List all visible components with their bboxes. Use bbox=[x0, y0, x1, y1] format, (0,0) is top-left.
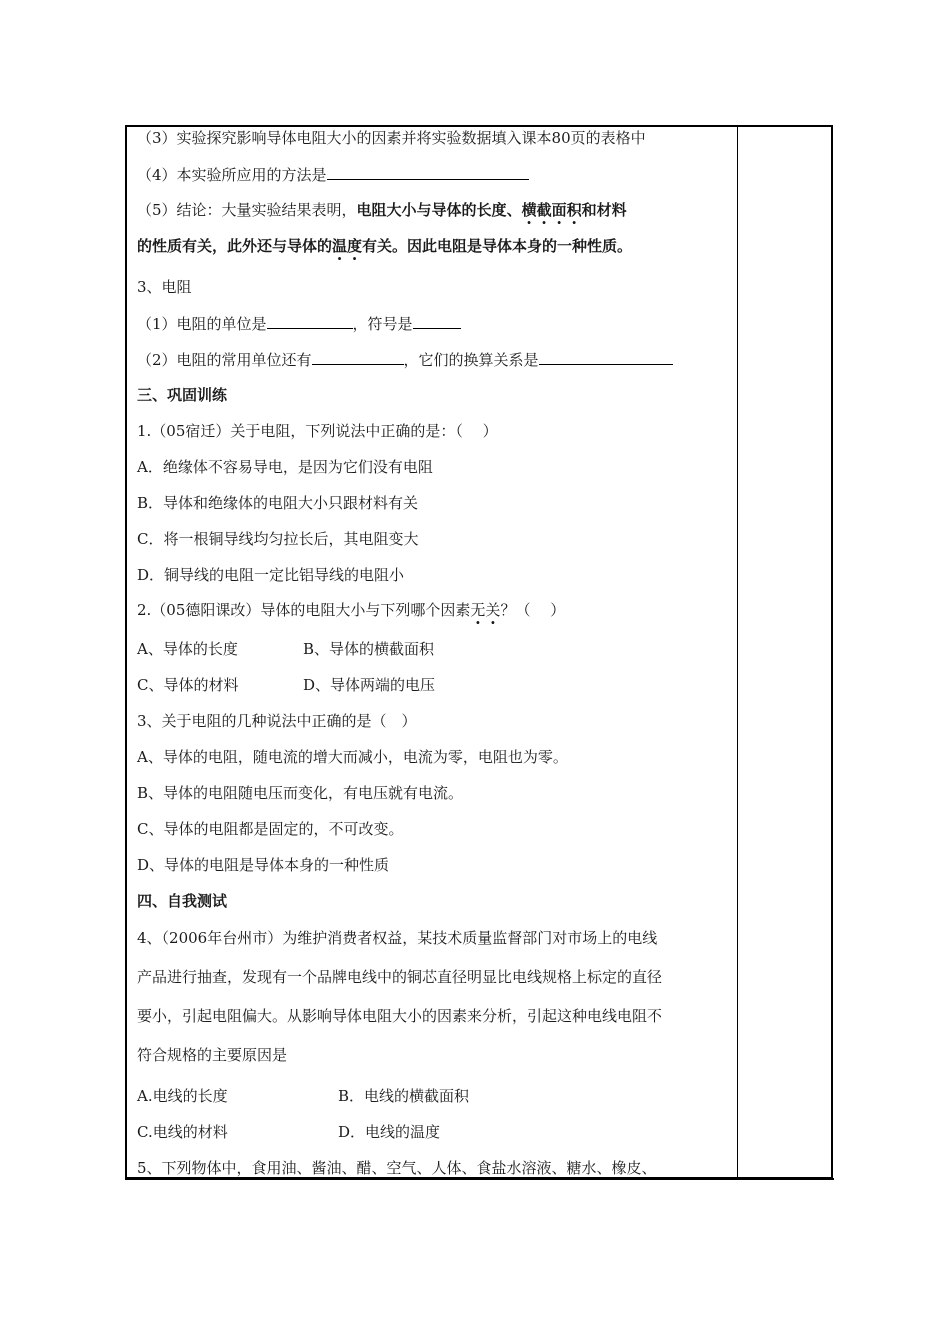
question-1: 1.（05宿迁）关于电阻，下列说法中正确的是：（ ） bbox=[137, 422, 498, 440]
question-1-option-c: C．将一根铜导线均匀拉长后，其电阻变大 bbox=[137, 530, 419, 548]
question-4-options-row-1: A.电线的长度 B．电线的横截面积 bbox=[137, 1087, 470, 1105]
question-2-options-row-1: A、导体的长度 B、导体的横截面积 bbox=[137, 640, 435, 658]
table-bottom-border bbox=[125, 1178, 834, 1180]
step-3-text: （3）实验探究影响导体电阻大小的因素并将实验数据填入课本80页的表格中 bbox=[137, 129, 646, 147]
question-1-option-b: B．导体和绝缘体的电阻大小只跟材料有关 bbox=[137, 494, 419, 512]
question-4-line-2: 产品进行抽查，发现有一个品牌电线中的铜芯直径明显比电线规格上标定的直径 bbox=[137, 968, 663, 986]
question-1-option-d: D．铜导线的电阻一定比铝导线的电阻小 bbox=[137, 566, 405, 584]
symbol-answer-blank[interactable] bbox=[413, 313, 461, 329]
question-4-line-3: 要小，引起电阻偏大。从影响导体电阻大小的因素来分析，引起这种电线电阻不 bbox=[137, 1007, 663, 1025]
question-3-option-b: B、导体的电阻随电压而变化，有电压就有电流。 bbox=[137, 784, 464, 802]
question-4-options-row-2: C.电线的材料 D．电线的温度 bbox=[137, 1123, 441, 1141]
resistance-unit-line: （1）电阻的单位是 ，符号是 bbox=[137, 313, 461, 334]
step-4-text: （4）本实验所应用的方法是 bbox=[137, 164, 529, 185]
question-1-option-a: A．绝缘体不容易导电，是因为它们没有电阻 bbox=[137, 458, 433, 476]
question-3-option-a: A、导体的电阻，随电流的增大而减小，电流为零，电阻也为零。 bbox=[137, 748, 568, 766]
question-3-option-c: C、导体的电阻都是固定的，不可改变。 bbox=[137, 820, 404, 838]
section-self-test-title: 四、自我测试 bbox=[137, 892, 228, 910]
section-resistance-heading: 3、电阻 bbox=[137, 278, 192, 296]
question-3: 3、关于电阻的几种说法中正确的是（ ） bbox=[137, 712, 417, 730]
unit-answer-blank[interactable] bbox=[267, 313, 353, 329]
method-answer-blank[interactable] bbox=[327, 164, 529, 180]
conversion-blank[interactable] bbox=[539, 349, 673, 365]
question-2: 2.（05德阳课改）导体的电阻大小与下列哪个因素无关？（ ） bbox=[137, 601, 566, 619]
question-4-line-1: 4、（2006年台州市）为维护消费者权益，某技术质量监督部门对市场上的电线 bbox=[137, 929, 658, 947]
table-column-divider bbox=[737, 125, 738, 1180]
common-units-blank[interactable] bbox=[312, 349, 404, 365]
conclusion-line-2: 的性质有关，此外还与导体的温度有关。因此电阻是导体本身的一种性质。 bbox=[137, 237, 633, 255]
question-2-options-row-2: C、导体的材料 D、导体两端的电压 bbox=[137, 676, 436, 694]
question-3-option-d: D、导体的电阻是导体本身的一种性质 bbox=[137, 856, 390, 874]
common-units-line: （2）电阻的常用单位还有 ，它们的换算关系是 bbox=[137, 349, 673, 370]
question-4-line-4: 符合规格的主要原因是 bbox=[137, 1046, 288, 1064]
conclusion-line-1: （5）结论：大量实验结果表明，电阻大小与导体的长度、横截面积和材料 bbox=[137, 201, 627, 219]
question-5: 5、下列物体中，食用油、酱油、醋、空气、人体、食盐水溶液、糖水、橡皮、 bbox=[137, 1159, 657, 1177]
section-practice-title: 三、巩固训练 bbox=[137, 386, 228, 404]
